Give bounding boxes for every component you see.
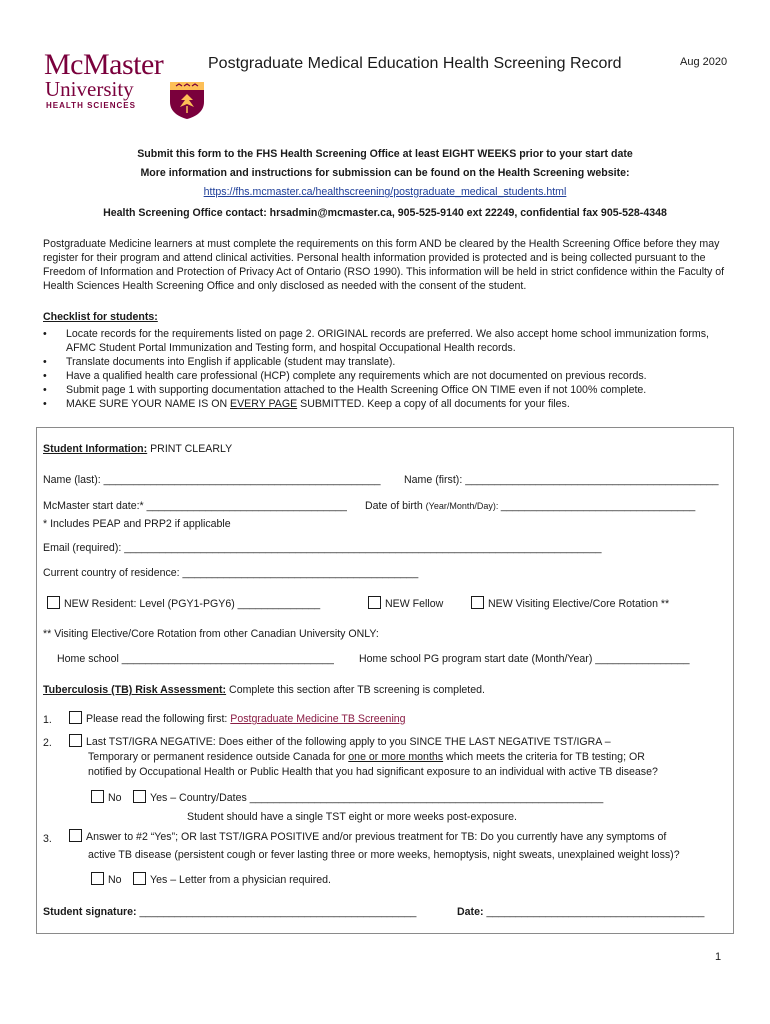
tb-q3-yes-checkbox[interactable]: [133, 872, 146, 885]
tb-q2-no-label: No: [108, 792, 122, 804]
tb-q3-row[interactable]: [69, 829, 666, 843]
page-number: 1: [715, 951, 722, 963]
logo-wordmark-university: University: [45, 77, 134, 101]
includes-note: * Includes PEAP and PRP2 if applicable: [43, 518, 231, 530]
tb-q1-label: Please read the following first:: [86, 713, 231, 725]
more-information-line: More information and instructions for submission can be found on the Health Screening website:: [140, 167, 630, 179]
home-school-field[interactable]: Home school ____________________________________: [57, 653, 334, 665]
first-name-field[interactable]: Name (first): ___________________________________________: [404, 474, 719, 486]
new-fellow-checkbox[interactable]: [368, 596, 381, 609]
checklist-item-emphasis: EVERY PAGE: [230, 398, 298, 410]
tb-q2-no-option[interactable]: [91, 790, 122, 804]
tb-q3-number: 3.: [43, 833, 52, 845]
student-info-heading-row: [43, 443, 232, 455]
student-form-box: [36, 427, 734, 934]
logo-wordmark-mcmaster: McMaster: [44, 48, 164, 81]
last-name-field[interactable]: Name (last): _______________________________________________: [43, 474, 381, 486]
new-visiting-checkbox[interactable]: [471, 596, 484, 609]
student-signature-field[interactable]: [43, 906, 416, 918]
logo-wordmark-health-sciences: HEALTH SCIENCES: [46, 101, 136, 110]
intro-paragraph: Postgraduate Medicine learners at must complete the requirements on this form AND be cleared by the Health Screening Office before they may register for their program and attend clinical activities. Personal health information provided is protected and is being collected pursuant to the Freedom of Information and Protection of Privacy Act of Ontario (RSO 1990). This information will be held in strict confidence within the Faculty of Health Sciences Health Screening Office and only disclosed as needed with the consent of the student.: [43, 238, 725, 292]
date-of-birth-label: Date of birth: [365, 500, 426, 512]
checklist-item-text: MAKE SURE YOUR NAME IS ON: [66, 398, 231, 410]
new-visiting-label: NEW Visiting Elective/Core Rotation **: [488, 598, 670, 610]
date-of-birth-format: (Year/Month/Day):: [425, 501, 501, 511]
home-school-start-field[interactable]: Home school PG program start date (Month/Year) ________________: [359, 653, 690, 665]
tb-q1-row[interactable]: [69, 711, 406, 725]
checklist-item: • Translate documents into English if applicable (student may translate).: [43, 355, 733, 369]
tb-q3-yes-option[interactable]: [133, 872, 331, 886]
tb-q2-number: 2.: [43, 737, 52, 749]
tb-q3-no-label: No: [108, 874, 122, 886]
tb-q2-note: Student should have a single TST eight or more weeks post-exposure.: [187, 811, 517, 823]
document-title: Postgraduate Medical Education Health Screening Record: [208, 55, 622, 72]
tb-q2-line1: Last TST/IGRA NEGATIVE: Does either of the following apply to you SINCE THE LAST NEGATIVE TST/IGRA –: [86, 736, 611, 748]
health-screening-website-link[interactable]: https://fhs.mcmaster.ca/healthscreening/postgraduate_medical_students.html: [203, 186, 567, 198]
tb-heading: Tuberculosis (TB) Risk Assessment:: [43, 684, 227, 696]
tb-q2-line2: [88, 751, 645, 763]
tb-q1-checkbox[interactable]: [69, 711, 82, 724]
checklist-item: • Have a qualified health care professional (HCP) complete any requirements which are not documented on previous records.: [43, 369, 733, 383]
new-resident-checkbox[interactable]: [47, 596, 60, 609]
checklist-item-text: SUBMITTED. Keep a copy of all documents for your files.: [297, 398, 570, 410]
checklist-item: • Locate records for the requirements listed on page 2. ORIGINAL records are preferred. We also accept home school immunization forms, AFMC Student Portal Immunization and Testing form, and hospital Occupational Health records.: [43, 327, 733, 355]
student-signature-label: Student signature:: [43, 906, 140, 918]
office-contact-line: Health Screening Office contact: hrsadmin@mcmaster.ca, 905-525-9140 ext 22249, confidential fax 905-528-4348: [103, 207, 667, 219]
tb-q2-row[interactable]: [69, 734, 611, 748]
signature-date-line: _____________________________________: [486, 906, 705, 918]
new-resident-label: NEW Resident: Level (PGY1-PGY6) ______________: [64, 598, 321, 610]
checklist: [43, 327, 733, 411]
email-field[interactable]: Email (required): _________________________________________________________________________________: [43, 542, 602, 554]
tb-q2-yes-label: Yes – Country/Dates ____________________________________________________________: [150, 792, 604, 804]
tb-q3-line1: Answer to #2 “Yes”; OR last TST/IGRA POSITIVE and/or previous treatment for TB: Do you currently have any symptoms of: [86, 831, 667, 843]
date-of-birth-line: _________________________________: [500, 500, 696, 512]
signature-date-field[interactable]: [457, 906, 704, 918]
tb-q2-line3: notified by Occupational Health or Public Health that you had significant exposure to an individual with active TB disease?: [88, 766, 658, 778]
crest-icon: [168, 80, 206, 120]
signature-date-label: Date:: [457, 906, 487, 918]
tb-heading-note: Complete this section after TB screening is completed.: [226, 684, 485, 696]
student-info-heading-note: PRINT CLEARLY: [147, 443, 233, 455]
tb-q2-checkbox[interactable]: [69, 734, 82, 747]
tb-screening-link[interactable]: Postgraduate Medicine TB Screening: [230, 713, 406, 725]
student-signature-line: _______________________________________________: [139, 906, 417, 918]
new-resident-option[interactable]: [47, 596, 320, 610]
new-visiting-option[interactable]: [471, 596, 669, 610]
student-info-heading: Student Information:: [43, 443, 148, 455]
document-date: Aug 2020: [680, 56, 728, 68]
tb-q2-yes-checkbox[interactable]: [133, 790, 146, 803]
mcmaster-logo: [44, 50, 184, 120]
new-fellow-option[interactable]: [368, 596, 443, 610]
tb-q3-no-option[interactable]: [91, 872, 122, 886]
tb-q3-no-checkbox[interactable]: [91, 872, 104, 885]
visiting-note: ** Visiting Elective/Core Rotation from other Canadian University ONLY:: [43, 628, 379, 640]
tb-q1-number: 1.: [43, 714, 52, 726]
checklist-heading: Checklist for students:: [43, 311, 158, 323]
tb-q2-line2-emphasis: one or more months: [348, 751, 444, 763]
tb-heading-row: [43, 684, 485, 696]
tb-q2-yes-option[interactable]: [133, 790, 603, 804]
date-of-birth-field[interactable]: [365, 500, 695, 512]
checklist-item: [43, 397, 733, 411]
tb-q2-no-checkbox[interactable]: [91, 790, 104, 803]
tb-q2-line2-text: Temporary or permanent residence outside Canada for: [88, 751, 349, 763]
new-fellow-label: NEW Fellow: [385, 598, 444, 610]
start-date-field[interactable]: McMaster start date:* __________________________________: [43, 500, 347, 512]
country-field[interactable]: Current country of residence: ________________________________________: [43, 567, 419, 579]
tb-q3-line2: active TB disease (persistent cough or fever lasting three or more weeks, hemoptysis, night sweats, unexplained weight loss)?: [88, 849, 680, 861]
checklist-item: • Submit page 1 with supporting documentation attached to the Health Screening Office ON TIME even if not 100% complete.: [43, 383, 733, 397]
tb-q2-line2-text: which meets the criteria for TB testing; OR: [443, 751, 645, 763]
submit-instruction: Submit this form to the FHS Health Screening Office at least EIGHT WEEKS prior to your start date: [137, 148, 633, 160]
tb-q3-yes-label: Yes – Letter from a physician required.: [150, 874, 331, 886]
tb-q3-checkbox[interactable]: [69, 829, 82, 842]
